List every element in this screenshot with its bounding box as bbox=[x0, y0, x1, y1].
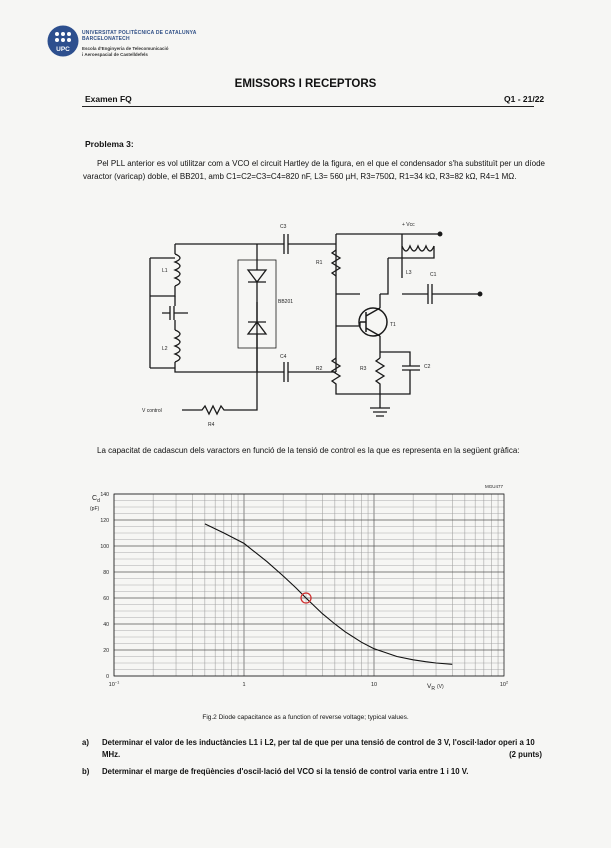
label-bb201: BB201 bbox=[278, 299, 294, 305]
y-tick-label: 140 bbox=[100, 492, 109, 498]
school-line-1: Escola d'Enginyeria de Telecomunicació bbox=[82, 46, 169, 51]
label-c2: C2 bbox=[424, 364, 431, 370]
problem-title: Problema 3: bbox=[85, 139, 134, 149]
label-r2: R2 bbox=[316, 366, 323, 372]
label-c1: C1 bbox=[430, 272, 437, 278]
capacitor-c3 bbox=[280, 234, 336, 254]
inductor-l3 bbox=[402, 234, 434, 251]
resistor-r3 bbox=[376, 358, 384, 394]
capacitor-c2 bbox=[402, 366, 420, 370]
y-tick-label: 120 bbox=[100, 518, 109, 524]
capacitance-curve bbox=[205, 524, 452, 664]
capacitor-c4 bbox=[280, 362, 336, 382]
label-r4: R4 bbox=[208, 422, 215, 428]
y-tick-label: 40 bbox=[103, 622, 109, 628]
resistor-r2 bbox=[332, 358, 380, 394]
label-r1: R1 bbox=[316, 260, 323, 266]
label-t1: T1 bbox=[390, 322, 396, 328]
y-tick-label: 60 bbox=[103, 596, 109, 602]
label-r3: R3 bbox=[360, 366, 367, 372]
label-vcontrol: V control bbox=[142, 408, 162, 414]
question-b-text: Determinar el marge de freqüències d'oscil·lació del VCO si la tensió de control varia entre 1 i 10 V. bbox=[102, 767, 469, 776]
page-title: EMISSORS I RECEPTORS bbox=[234, 78, 377, 90]
question-b-letter: b) bbox=[82, 767, 90, 776]
x-tick-label: $10^{-1}$ bbox=[108, 679, 120, 688]
capacitance-chart bbox=[80, 480, 530, 700]
problem-intro: Pel PLL anterior es vol utilitzar com a VCO el circuit Hartley de la figura, en el que el condensador s'ha substituït per un díode varactor (varicap) doble, el BB201, amb C1=C2=C3=C4=820 nF, L3= 560 µH, R3=750Ω, R1=34 kΩ, R3=82 kΩ, R4=1 MΩ. bbox=[83, 159, 545, 181]
varactor-diode-1 bbox=[248, 260, 266, 302]
school-name bbox=[82, 46, 169, 57]
x-axis-label: $V_R$ $^{(V)}$ bbox=[427, 683, 444, 692]
resistor-r4 bbox=[182, 302, 257, 414]
upc-logo-icon bbox=[47, 25, 79, 57]
capacitor-c1 bbox=[402, 284, 480, 304]
capacitor-ground-left bbox=[162, 306, 188, 320]
label-vcc: + Vcc bbox=[402, 222, 415, 228]
hartley-vco-circuit bbox=[140, 218, 485, 433]
x-tick-label: 10 bbox=[370, 682, 378, 688]
y-tick-label: 20 bbox=[103, 648, 109, 654]
label-l1: L1 bbox=[162, 268, 168, 274]
y-axis-symbol: $C_d$ bbox=[92, 495, 100, 504]
label-l3: L3 bbox=[406, 270, 412, 276]
exam-type: Examen FQ bbox=[85, 94, 132, 104]
ground-symbol bbox=[370, 394, 390, 416]
exam-period: Q1 - 21/22 bbox=[504, 94, 545, 104]
question-a-text: Determinar el valor de les inductàncies L1 i L2, per tal de que per una tensió de control de 3 V, l'oscil·lador operi a 10 MHz. bbox=[102, 738, 535, 759]
label-c3: C3 bbox=[280, 224, 287, 230]
header-divider bbox=[82, 106, 534, 107]
university-line: UNIVERSITAT POLITÈCNICA DE CATALUNYA bbox=[82, 30, 197, 36]
graph-intro: La capacitat de cadascun dels varactors en funció de la tensió de control es la que es representa en la següent gràfica: bbox=[97, 446, 520, 455]
inductor-l1 bbox=[175, 254, 180, 286]
y-tick-label: 80 bbox=[103, 570, 109, 576]
label-l2: L2 bbox=[162, 346, 168, 352]
chart-grid bbox=[114, 494, 504, 676]
inductor-l2 bbox=[175, 330, 180, 362]
x-tick-label: $10^2$ bbox=[499, 679, 509, 688]
question-a-points: (2 punts) bbox=[509, 750, 542, 759]
x-tick-label: 1 bbox=[242, 682, 246, 688]
y-tick-label: 0 bbox=[106, 674, 109, 680]
label-c4: C4 bbox=[280, 354, 287, 360]
figure-code: MGU477 bbox=[485, 484, 504, 489]
university-sub-line: BARCELONATECH bbox=[82, 35, 130, 42]
y-tick-labels bbox=[100, 492, 109, 680]
logo-text: UPC bbox=[56, 46, 70, 53]
university-name bbox=[82, 31, 197, 42]
figure-caption: Fig.2 Diode capacitance as a function of reverse voltage; typical values. bbox=[202, 714, 409, 721]
school-line-2: i Aeroespacial de Castelldefels bbox=[82, 51, 148, 57]
x-tick-labels bbox=[109, 680, 509, 689]
y-tick-label: 100 bbox=[100, 544, 109, 550]
y-axis-unit: (pF) bbox=[90, 506, 100, 512]
question-a-letter: a) bbox=[82, 738, 89, 747]
